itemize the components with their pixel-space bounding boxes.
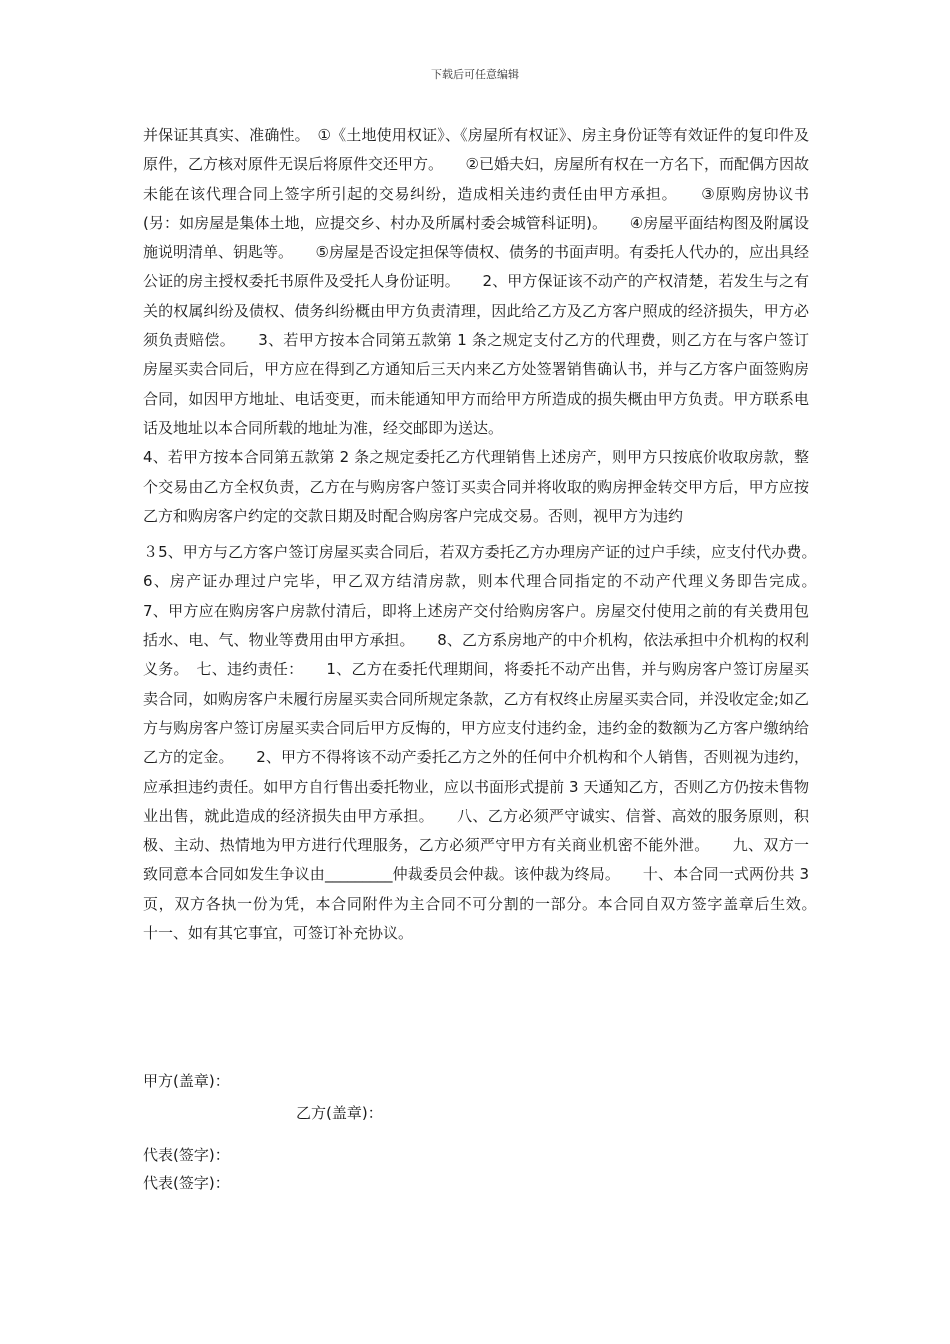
paragraph-obligations-4: 4、若甲方按本合同第五款第 2 条之规定委托乙方代理销售上述房产，则甲方只按底价收取房款，整个交易由乙方全权负责，乙方在与购房客户签订买卖合同并将收取的购房押金转交甲方后，甲方应按乙方和购房客户约定的交款日期及时配合购房客户完成交易。否则，视甲方为违约	[143, 448, 809, 525]
paragraph-obligations-5-and-terms: ３5、甲方与乙方客户签订房屋买卖合同后，若双方委托乙方办理房产证的过户手续，应支付代办费。 6、房产证办理过户完毕，甲乙双方结清房款，则本代理合同指定的不动产代理义务即告完成。 7、甲方应在购房客户房款付清后，即将上述房产交付给购房客户。房屋交付使用之前的有关费用包括水、电、气、物业等费用由甲方承担。 8、乙方系房地产的中介机构，依法承担中介机构的权利义务。 七、违约责任： 1、乙方在委托代理期间，将委托不动产出售，并与购房客户签订房屋买卖合同，如购房客户未履行房屋买卖合同所规定条款，乙方有权终止房屋买卖合同，并没收定金;如乙方与购房客户签订房屋买卖合同后甲方反悔的，甲方应支付违约金，违约金的数额为乙方客户缴纳给乙方的定金。 2、甲方不得将该不动产委托乙方之外的任何中介机构和个人销售，否则视为违约，应承担违约责任。如甲方自行售出委托物业，应以书面形式提前 3 天通知乙方，否则乙方仍按未售物业出售，就此造成的经济损失由甲方承担。 八、乙方必须严守诚实、信誉、高效的服务原则，积极、主动、热情地为甲方进行代理服务，乙方必须严守甲方有关商业机密不能外泄。 九、双方一致同意本合同如发生争议由_________仲裁委员会仲裁。该仲裁为终局。 十、本合同一式两份共 3 页，双方各执一份为凭，本合同附件为主合同不可分割的一部分。本合同自双方签字盖章后生效。 十一、如有其它事宜，可签订补充协议。	[143, 543, 840, 943]
representative-a-label: 代表(签字)：	[143, 1146, 230, 1164]
paragraph-obligations-1: 并保证其真实、准确性。 ①《土地使用权证》、《房屋所有权证》、房主身份证等有效证件的复印件及原件，乙方核对原件无误后将原件交还甲方。 ②已婚夫妇，房屋所有权在一方名下，而配偶方因故未能在该代理合同上签字所引起的交易纠纷，造成相关违约责任由甲方承担。 ③原购房协议书(另：如房屋是集体土地，应提交乡、村办及所属村委会城管科证明)。 ④房屋平面结构图及附属设施说明清单、钥匙等。 ⑤房屋是否设定担保等债权、债务的书面声明。有委托人代办的，应出具经公证的房主授权委托书原件及受托人身份证明。 2、甲方保证该不动产的产权清楚，若发生与之有关的权属纠纷及债权、债务纠纷概由甲方负责清理，因此给乙方及乙方客户照成的经济损失，甲方必须负责赔偿。 3、若甲方按本合同第五款第 1 条之规定支付乙方的代理费，则乙方在与客户签订房屋买卖合同后，甲方应在得到乙方通知后三天内来乙方处签署销售确认书，并与乙方客户面签购房合同，如因甲方地址、电话变更，而未能通知甲方而给甲方所造成的损失概由甲方负责。甲方联系电话及地址以本合同所载的地址为准，经交邮即为送达。	[143, 126, 809, 437]
contract-body	[143, 121, 840, 948]
party-b-seal-label: 乙方(盖章)：	[296, 1104, 383, 1122]
page-header: 下载后可任意编辑	[431, 68, 519, 81]
representative-b-label: 代表(签字)：	[143, 1174, 230, 1192]
party-a-seal-label: 甲方(盖章)：	[143, 1072, 230, 1090]
